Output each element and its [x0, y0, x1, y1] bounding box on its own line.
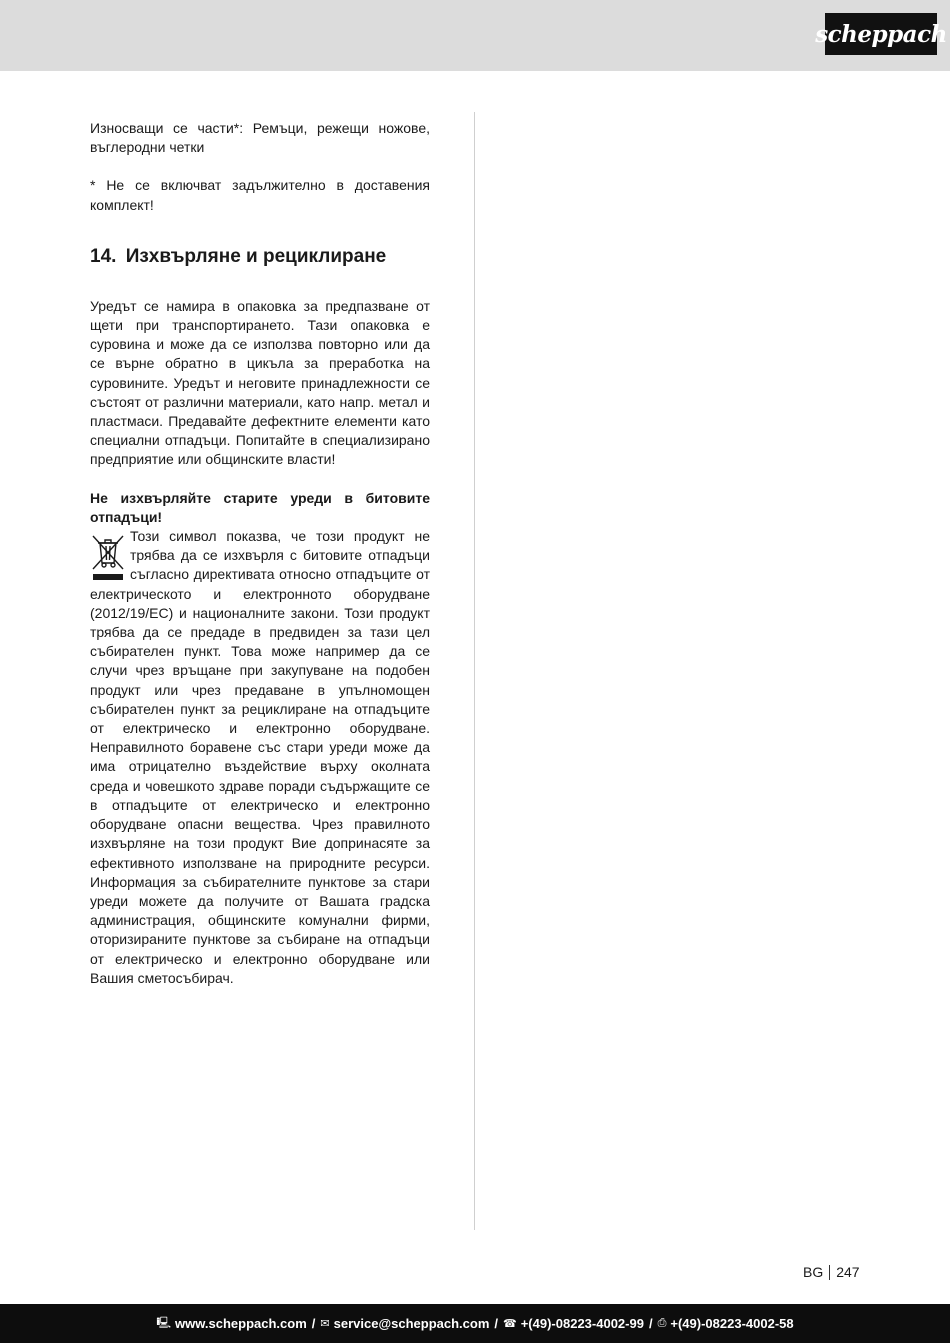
phone-icon: ☎ — [503, 1318, 517, 1330]
page-number — [803, 1264, 860, 1280]
section-title: Изхвърляне и рециклиране — [125, 245, 387, 267]
header-band — [0, 0, 950, 71]
warning-heading: Не изхвърляйте старите уреди в битовите отпадъци! — [90, 489, 430, 525]
footer-website[interactable]: www.scheppach.com — [175, 1316, 307, 1331]
column-divider — [474, 112, 475, 1230]
weee-paragraph: Този символ показва, че този продукт не трябва да се изхвърля с битовите отпадъци съгласно директивата относно отпадъците от електрическото и електронното оборудване (2012/19/ЕС) и националните закони. Този продукт трябва да се предаде в предвиден за тази цел събирателен пункт. Това може например да се случи чрез връщане при закупуване на подобен продукт или чрез предаване в упълномощен събирателен пункт за рециклиране на отпадъците от електрическо и електронно оборудване. Неправилното боравене със стари уреди може да има отрицателно въздействие върху околната среда и човешкото здраве поради съдържащите се в отпадъците от електрическо и електронно оборудване опасни вещества. Чрез правилното изхвърляне на този продукт Вие допринасяте за ефективното използване на природните ресурси. Информация за събирателните пунктове за стари уреди можете да получите от Вашата градска администрация, общинските комунални фирми, оторизираните пунктове за събиране на отпадъци от електрическо и електронно оборудване или Вашия сметосъбирач. — [90, 528, 430, 986]
footer-contact-bar: 🖳 www.scheppach.com / ✉ service@scheppach.com / ☎ +(49)-08223-4002-99 / ⎙ +(49)-08223-4002-58 — [0, 1304, 950, 1343]
weee-block — [90, 527, 430, 988]
wear-parts-text: Износващи се части*: Ремъци, режещи ножове, въглеродни четки — [90, 120, 430, 156]
page-number-value: 247 — [836, 1264, 860, 1280]
page-number-separator — [829, 1265, 830, 1280]
packaging-paragraph: Уредът се намира в опаковка за предпазване от щети при транспортирането. Тази опаковка е суровина и може да се използва повторно или да се върне обратно в цикъла за преработка на суровините. Уредът и неговите принадлежности се състоят от различни материали, като напр. метал и пластмаси. Предавайте дефектните елементи като специални отпадъци. Попитайте в специализирано предприятие или общинските власти! — [90, 297, 430, 468]
fax-icon: ⎙ — [657, 1317, 667, 1329]
crossed-out-bin-icon — [90, 531, 126, 581]
footer-phone: +(49)-08223-4002-99 — [520, 1316, 644, 1331]
section-heading — [90, 245, 430, 269]
logo-text: scheppach — [815, 20, 947, 48]
computer-icon: 🖳 — [156, 1317, 172, 1329]
delivery-footnote: * Не се включват задължително в доставения комплект! — [90, 177, 430, 213]
scheppach-logo — [815, 13, 947, 55]
footer-email[interactable]: service@scheppach.com — [333, 1316, 490, 1331]
footer-fax: +(49)-08223-4002-58 — [670, 1316, 794, 1331]
left-column — [90, 119, 430, 988]
mail-icon: ✉ — [320, 1318, 330, 1330]
page-language: BG — [803, 1264, 824, 1280]
section-number: 14. — [90, 245, 117, 267]
